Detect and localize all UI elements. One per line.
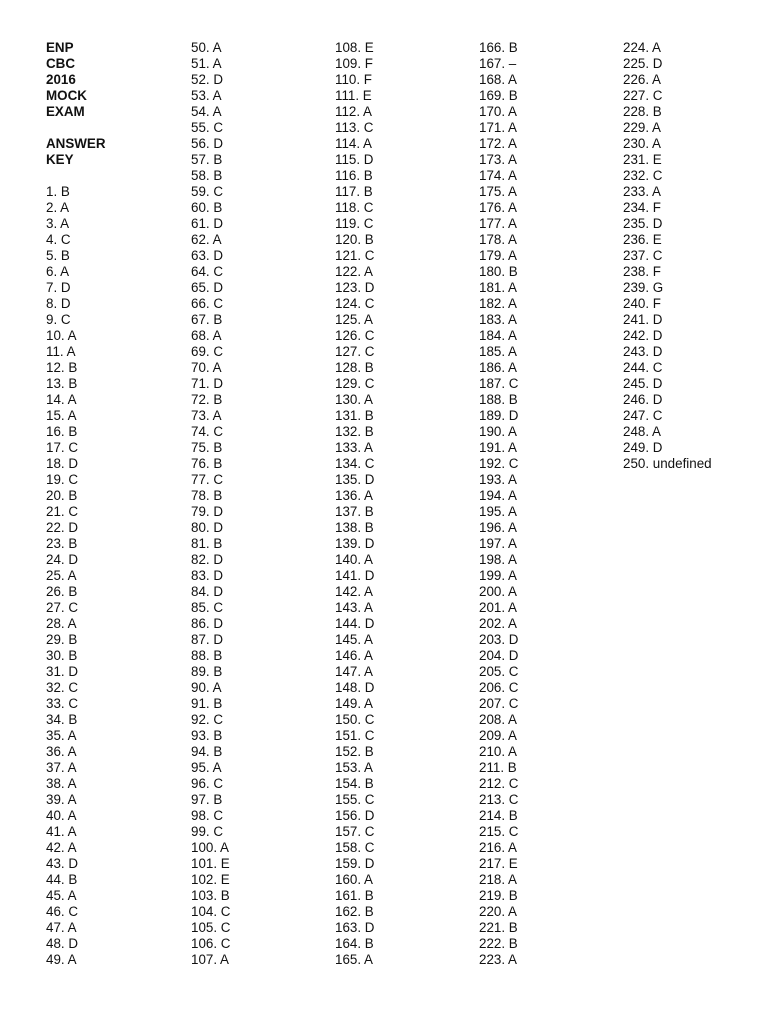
answer-item: 88. B — [191, 648, 223, 663]
answer-item: 180. B — [479, 264, 518, 279]
answer-item: 223. A — [479, 952, 517, 967]
answer-item: 120. B — [335, 232, 374, 247]
answer-item: 172. A — [479, 136, 517, 151]
answer-item: 227. C — [623, 88, 663, 103]
answer-item: 101. E — [191, 856, 230, 871]
answer-item: 66. C — [191, 296, 224, 311]
answer-item: 97. B — [191, 792, 223, 807]
answer-item: 19. C — [46, 472, 79, 487]
answer-item: 126. C — [335, 328, 375, 343]
answer-item: 55. C — [191, 120, 224, 135]
answer-item: 85. C — [191, 600, 224, 615]
answer-item: 27. C — [46, 600, 79, 615]
answer-item: 209. A — [479, 728, 517, 743]
answer-item: 200. A — [479, 584, 517, 599]
answer-item: 134. C — [335, 456, 375, 471]
answer-item: 51. A — [191, 56, 222, 71]
answer-key-heading: ANSWER — [46, 136, 106, 151]
answer-item: 78. B — [191, 488, 223, 503]
answer-item: 10. A — [46, 328, 77, 343]
answer-item: 147. A — [335, 664, 373, 679]
answer-item: 161. B — [335, 888, 374, 903]
answer-item: 107. A — [191, 952, 229, 967]
answer-item: 113. C — [335, 120, 374, 135]
answer-item: 155. C — [335, 792, 375, 807]
answer-item: 188. B — [479, 392, 518, 407]
answer-item: 216. A — [479, 840, 517, 855]
answer-item: 181. A — [479, 280, 517, 295]
answer-item: 219. B — [479, 888, 518, 903]
answer-item: 128. B — [335, 360, 374, 375]
answer-item: 31. D — [46, 664, 79, 679]
answer-item: 67. B — [191, 312, 223, 327]
answer-item: 206. C — [479, 680, 519, 695]
answer-item: 215. C — [479, 824, 519, 839]
answer-item: 37. A — [46, 760, 77, 775]
answer-item: 86. D — [191, 616, 224, 631]
answer-item: 160. A — [335, 872, 373, 887]
answer-item: 33. C — [46, 696, 79, 711]
answer-item: 237. C — [623, 248, 663, 263]
answer-item: 173. A — [479, 152, 517, 167]
answer-item: 74. C — [191, 424, 224, 439]
answer-item: 142. A — [335, 584, 373, 599]
answer-item: 95. A — [191, 760, 222, 775]
answer-item: 83. D — [191, 568, 224, 583]
answer-item: 194. A — [479, 488, 517, 503]
answer-item: 12. B — [46, 360, 78, 375]
answer-item: 143. A — [335, 600, 373, 615]
answer-item: 218. A — [479, 872, 517, 887]
answer-item: 105. C — [191, 920, 231, 935]
answer-item: 178. A — [479, 232, 517, 247]
answer-item: 168. A — [479, 72, 517, 87]
answer-item: 182. A — [479, 296, 517, 311]
answer-item: 110. F — [335, 72, 372, 87]
title-line: 2016 — [46, 72, 76, 87]
answer-item: 148. D — [335, 680, 375, 695]
answer-item: 205. C — [479, 664, 519, 679]
answer-item: 75. B — [191, 440, 223, 455]
answer-item: 158. C — [335, 840, 375, 855]
answer-item: 153. A — [335, 760, 373, 775]
answer-item: 79. D — [191, 504, 224, 519]
answer-item: 190. A — [479, 424, 517, 439]
answer-item: 239. G — [623, 280, 664, 295]
answer-item: 24. D — [46, 552, 79, 567]
answer-item: 154. B — [335, 776, 374, 791]
answer-item: 9. C — [46, 312, 71, 327]
answer-item: 133. A — [335, 440, 373, 455]
answer-item: 242. D — [623, 328, 663, 343]
answer-item: 211. B — [479, 760, 517, 775]
answer-item: 146. A — [335, 648, 373, 663]
answer-item: 89. B — [191, 664, 223, 679]
answer-item: 44. B — [46, 872, 78, 887]
answer-item: 175. A — [479, 184, 517, 199]
answer-item: 226. A — [623, 72, 661, 87]
answer-item: 157. C — [335, 824, 375, 839]
answer-item: 108. E — [335, 40, 374, 55]
answer-item: 57. B — [191, 152, 223, 167]
answer-item: 103. B — [191, 888, 230, 903]
title-line: EXAM — [46, 104, 85, 119]
answer-item: 129. C — [335, 376, 375, 391]
answer-item: 243. D — [623, 344, 663, 359]
answer-item: 136. A — [335, 488, 373, 503]
answer-item: 249. D — [623, 440, 663, 455]
answer-item: 195. A — [479, 504, 517, 519]
answer-column-3 — [335, 40, 374, 968]
title-line: CBC — [46, 56, 76, 71]
answer-item: 204. D — [479, 648, 519, 663]
answer-item: 246. D — [623, 392, 663, 407]
answer-item: 59. C — [191, 184, 224, 199]
answer-item: 225. D — [623, 56, 663, 71]
answer-item: 176. A — [479, 200, 517, 215]
answer-item: 177. A — [479, 216, 517, 231]
answer-item: 121. C — [335, 248, 375, 263]
answer-item: 73. A — [191, 408, 222, 423]
answer-item: 3. A — [46, 216, 70, 231]
answer-item: 187. C — [479, 376, 519, 391]
answer-item: 53. A — [191, 88, 222, 103]
answer-item: 131. B — [335, 408, 374, 423]
answer-item: 250. undefined — [623, 456, 712, 471]
answer-item: 140. A — [335, 552, 373, 567]
answer-item: 230. A — [623, 136, 661, 151]
answer-item: 207. C — [479, 696, 519, 711]
answer-column-2 — [191, 40, 230, 968]
answer-item: 170. A — [479, 104, 517, 119]
answer-item: 141. D — [335, 568, 375, 583]
answer-item: 122. A — [335, 264, 373, 279]
answer-item: 70. A — [191, 360, 222, 375]
answer-item: 38. A — [46, 776, 77, 791]
answer-item: 63. D — [191, 248, 224, 263]
answer-item: 28. A — [46, 616, 77, 631]
answer-item: 52. D — [191, 72, 224, 87]
answer-item: 21. C — [46, 504, 79, 519]
answer-item: 77. C — [191, 472, 224, 487]
answer-item: 163. D — [335, 920, 375, 935]
answer-item: 183. A — [479, 312, 517, 327]
answer-item: 127. C — [335, 344, 375, 359]
answer-item: 234. F — [623, 200, 661, 215]
answer-item: 198. A — [479, 552, 517, 567]
answer-item: 144. D — [335, 616, 375, 631]
answer-column-1 — [46, 40, 106, 968]
answer-item: 106. C — [191, 936, 231, 951]
answer-item: 5. B — [46, 248, 70, 263]
answer-item: 166. B — [479, 40, 518, 55]
answer-item: 35. A — [46, 728, 77, 743]
answer-item: 102. E — [191, 872, 230, 887]
answer-item: 184. A — [479, 328, 517, 343]
answer-item: 164. B — [335, 936, 374, 951]
answer-item: 50. A — [191, 40, 222, 55]
answer-item: 238. F — [623, 264, 661, 279]
answer-item: 185. A — [479, 344, 517, 359]
answer-item: 48. D — [46, 936, 79, 951]
answer-item: 18. D — [46, 456, 79, 471]
answer-item: 96. C — [191, 776, 224, 791]
answer-item: 65. D — [191, 280, 224, 295]
answer-item: 91. B — [191, 696, 223, 711]
title-line: MOCK — [46, 88, 87, 103]
answer-item: 61. D — [191, 216, 224, 231]
answer-item: 196. A — [479, 520, 517, 535]
answer-item: 109. F — [335, 56, 373, 71]
answer-item: 81. B — [191, 536, 223, 551]
spacer — [46, 168, 106, 184]
answer-item: 93. B — [191, 728, 223, 743]
answer-item: 162. B — [335, 904, 374, 919]
answer-item: 99. C — [191, 824, 224, 839]
answer-item: 6. A — [46, 264, 70, 279]
answer-item: 58. B — [191, 168, 223, 183]
answer-item: 80. D — [191, 520, 224, 535]
answer-item: 32. C — [46, 680, 79, 695]
answer-item: 8. D — [46, 296, 71, 311]
answer-item: 15. A — [46, 408, 77, 423]
answer-item: 114. A — [335, 136, 372, 151]
answer-item: 116. B — [335, 168, 373, 183]
answer-item: 229. A — [623, 120, 661, 135]
answer-item: 123. D — [335, 280, 375, 295]
answer-item: 189. D — [479, 408, 519, 423]
answer-item: 14. A — [46, 392, 77, 407]
answer-item: 231. E — [623, 152, 662, 167]
answer-item: 197. A — [479, 536, 517, 551]
answer-item: 214. B — [479, 808, 518, 823]
answer-item: 217. E — [479, 856, 518, 871]
answer-item: 220. A — [479, 904, 517, 919]
answer-item: 117. B — [335, 184, 373, 199]
answer-item: 7. D — [46, 280, 71, 295]
answer-item: 60. B — [191, 200, 223, 215]
answer-item: 139. D — [335, 536, 375, 551]
answer-item: 151. C — [335, 728, 375, 743]
answer-item: 145. A — [335, 632, 373, 647]
answer-item: 23. B — [46, 536, 78, 551]
answer-item: 22. D — [46, 520, 79, 535]
answer-item: 193. A — [479, 472, 517, 487]
answer-item: 221. B — [479, 920, 518, 935]
answer-item: 167. – — [479, 56, 517, 71]
answer-item: 192. C — [479, 456, 519, 471]
answer-item: 125. A — [335, 312, 373, 327]
answer-item: 84. D — [191, 584, 224, 599]
answer-item: 40. A — [46, 808, 77, 823]
answer-item: 54. A — [191, 104, 222, 119]
answer-item: 174. A — [479, 168, 517, 183]
answer-item: 64. C — [191, 264, 224, 279]
answer-item: 244. C — [623, 360, 663, 375]
answer-item: 240. F — [623, 296, 661, 311]
answer-item: 43. D — [46, 856, 79, 871]
answer-item: 94. B — [191, 744, 223, 759]
answer-item: 224. A — [623, 40, 661, 55]
answer-item: 41. A — [46, 824, 77, 839]
answer-item: 26. B — [46, 584, 78, 599]
answer-item: 233. A — [623, 184, 661, 199]
answer-item: 2. A — [46, 200, 70, 215]
answer-item: 232. C — [623, 168, 663, 183]
answer-item: 30. B — [46, 648, 78, 663]
answer-item: 13. B — [46, 376, 78, 391]
answer-key-heading: KEY — [46, 152, 74, 167]
answer-item: 241. D — [623, 312, 663, 327]
answer-item: 213. C — [479, 792, 519, 807]
answer-item: 62. A — [191, 232, 222, 247]
answer-column-4 — [479, 40, 518, 968]
answer-item: 68. A — [191, 328, 222, 343]
answer-column-5 — [623, 40, 712, 472]
answer-item: 152. B — [335, 744, 374, 759]
answer-item: 34. B — [46, 712, 78, 727]
answer-item: 92. C — [191, 712, 224, 727]
answer-item: 82. D — [191, 552, 224, 567]
answer-item: 16. B — [46, 424, 78, 439]
answer-item: 130. A — [335, 392, 373, 407]
answer-item: 199. A — [479, 568, 517, 583]
answer-item: 71. D — [191, 376, 224, 391]
answer-item: 39. A — [46, 792, 77, 807]
answer-item: 119. C — [335, 216, 374, 231]
answer-item: 222. B — [479, 936, 518, 951]
answer-item: 228. B — [623, 104, 662, 119]
answer-item: 137. B — [335, 504, 374, 519]
answer-item: 46. C — [46, 904, 79, 919]
answer-item: 115. D — [335, 152, 374, 167]
answer-item: 247. C — [623, 408, 663, 423]
spacer — [46, 120, 106, 136]
answer-item: 49. A — [46, 952, 77, 967]
answer-item: 76. B — [191, 456, 223, 471]
answer-item: 236. E — [623, 232, 662, 247]
answer-item: 156. D — [335, 808, 375, 823]
answer-item: 149. A — [335, 696, 373, 711]
answer-item: 171. A — [479, 120, 517, 135]
answer-item: 135. D — [335, 472, 375, 487]
answer-item: 56. D — [191, 136, 224, 151]
answer-item: 201. A — [479, 600, 517, 615]
answer-item: 132. B — [335, 424, 374, 439]
answer-item: 169. B — [479, 88, 518, 103]
answer-item: 69. C — [191, 344, 224, 359]
answer-item: 208. A — [479, 712, 517, 727]
answer-item: 203. D — [479, 632, 519, 647]
answer-item: 186. A — [479, 360, 517, 375]
answer-item: 45. A — [46, 888, 77, 903]
title-line: ENP — [46, 40, 74, 55]
answer-item: 72. B — [191, 392, 223, 407]
answer-item: 90. A — [191, 680, 222, 695]
answer-item: 191. A — [479, 440, 517, 455]
answer-item: 138. B — [335, 520, 374, 535]
answer-item: 212. C — [479, 776, 519, 791]
answer-item: 25. A — [46, 568, 77, 583]
answer-item: 47. A — [46, 920, 77, 935]
answer-item: 111. E — [335, 88, 372, 103]
answer-item: 248. A — [623, 424, 661, 439]
answer-item: 210. A — [479, 744, 517, 759]
answer-item: 87. D — [191, 632, 224, 647]
answer-item: 20. B — [46, 488, 78, 503]
answer-item: 4. C — [46, 232, 71, 247]
answer-item: 165. A — [335, 952, 373, 967]
answer-item: 202. A — [479, 616, 517, 631]
answer-item: 245. D — [623, 376, 663, 391]
answer-item: 100. A — [191, 840, 229, 855]
answer-item: 112. A — [335, 104, 372, 119]
answer-item: 150. C — [335, 712, 375, 727]
answer-item: 159. D — [335, 856, 375, 871]
answer-item: 17. C — [46, 440, 79, 455]
answer-item: 118. C — [335, 200, 374, 215]
answer-item: 98. C — [191, 808, 224, 823]
answer-item: 124. C — [335, 296, 375, 311]
answer-item: 36. A — [46, 744, 77, 759]
answer-item: 104. C — [191, 904, 231, 919]
answer-item: 11. A — [46, 344, 76, 359]
answer-item: 29. B — [46, 632, 78, 647]
answer-item: 1. B — [46, 184, 70, 199]
answer-item: 42. A — [46, 840, 77, 855]
answer-item: 235. D — [623, 216, 663, 231]
answer-item: 179. A — [479, 248, 517, 263]
